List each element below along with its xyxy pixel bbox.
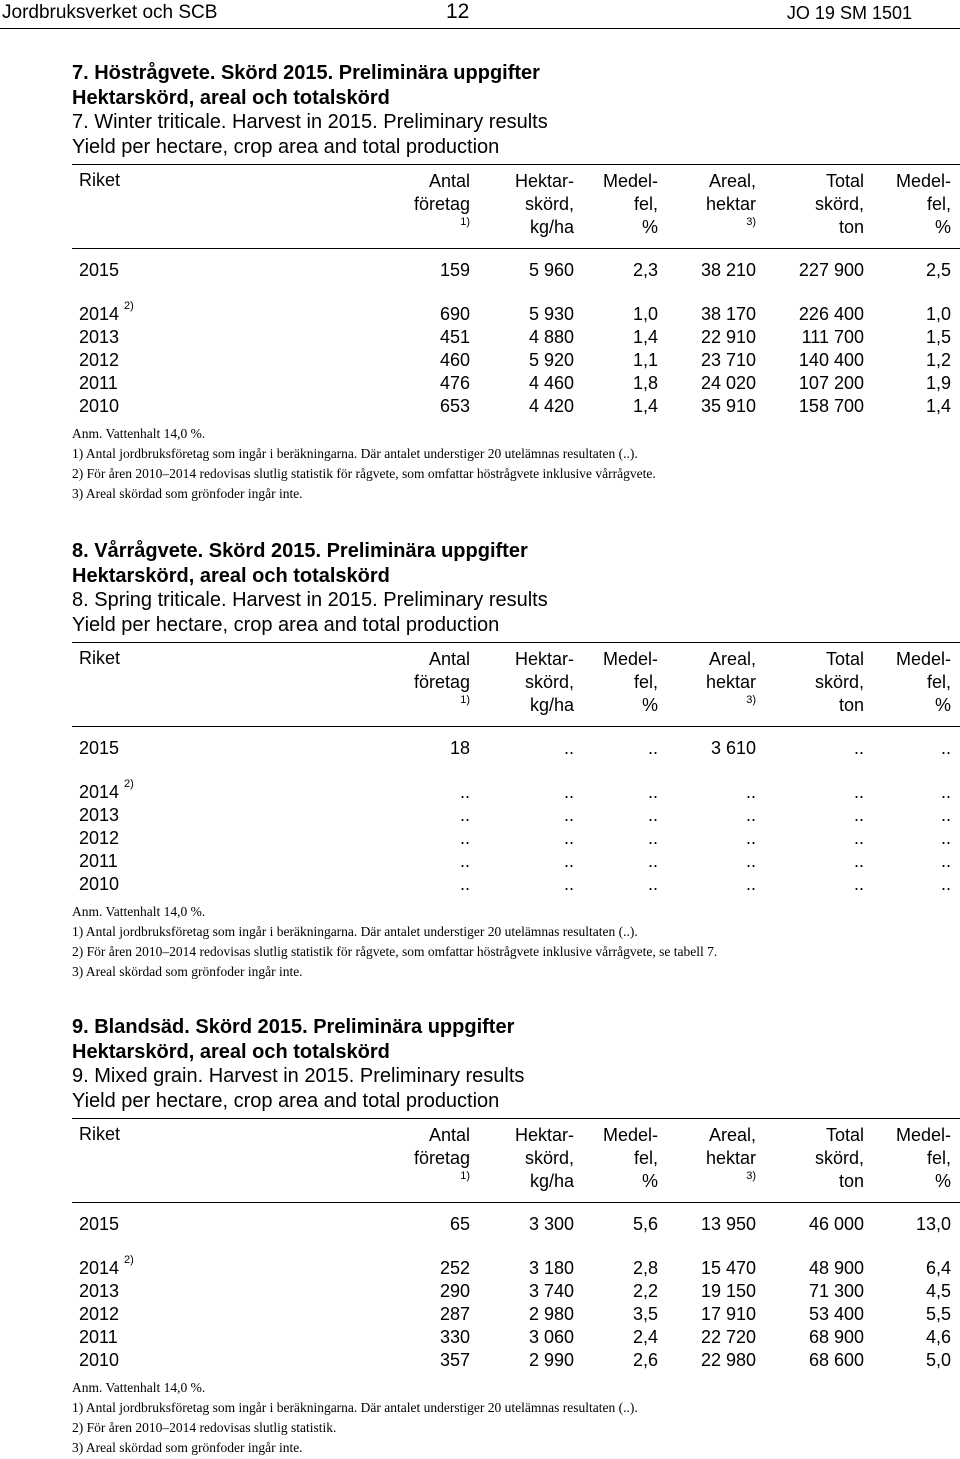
column-header-line: fel, (633, 672, 658, 692)
table-row (0, 396, 960, 419)
cell-antal: .. (459, 782, 470, 802)
column-header-line: skörd, (814, 194, 864, 214)
header-rule (0, 28, 960, 29)
cell-medel2: 5,0 (925, 1350, 951, 1370)
row-year-text: 2011 (79, 1327, 118, 1347)
cell-medel1: .. (647, 738, 658, 758)
footnote: 1) Antal jordbruksföretag som ingår i beräkningarna. Där antalet understiger 20 utelämnas resultaten (..). (72, 446, 638, 461)
cell-areal: 13 950 (700, 1214, 756, 1234)
column-header-medel1 (603, 1124, 658, 1193)
column-header-line: skörd, (814, 1148, 864, 1168)
row-year-text: 2014 (79, 782, 120, 802)
cell-total: 140 400 (798, 350, 864, 370)
cell-antal: 159 (439, 260, 470, 280)
title-sv-1: 7. Höstrågvete. Skörd 2015. Preliminära uppgifter (72, 62, 540, 84)
column-header-riket: Riket (79, 648, 121, 668)
cell-antal: 287 (439, 1304, 470, 1324)
row-year-text: 2012 (79, 350, 120, 370)
row-year-text: 2012 (79, 828, 120, 848)
column-header-line: % (641, 695, 658, 715)
cell-antal: 451 (439, 327, 470, 347)
column-header-total (815, 170, 864, 239)
column-header-medel1 (603, 170, 658, 239)
cell-areal: 19 150 (700, 1281, 756, 1301)
column-header-line: Medel- (895, 1125, 951, 1145)
column-header-line: skörd, (524, 672, 574, 692)
publisher-label: Jordbruksverket och SCB (2, 2, 218, 23)
cell-medel2: 2,5 (925, 260, 951, 280)
cell-total: 46 000 (808, 1214, 864, 1234)
title-en-1: 8. Spring triticale. Harvest in 2015. Preliminary results (72, 589, 548, 611)
column-header-line: skörd, (524, 194, 574, 214)
column-header-line: Areal, (708, 171, 756, 191)
cell-total: 227 900 (798, 260, 864, 280)
column-header-total (815, 648, 864, 717)
column-header-line: hektar (705, 672, 756, 692)
cell-total: 158 700 (798, 396, 864, 416)
cell-hektar: 5 920 (528, 350, 574, 370)
footnote: 3) Areal skördad som grönfoder ingår inte. (72, 964, 303, 979)
cell-medel1: 1,4 (632, 327, 658, 347)
column-header-medel1 (603, 648, 658, 717)
cell-total: .. (853, 738, 864, 758)
column-header-line: Total (825, 171, 864, 191)
title-en-1: 7. Winter triticale. Harvest in 2015. Preliminary results (72, 111, 548, 133)
column-header-line: Hektar- (514, 171, 574, 191)
row-year-text: 2010 (79, 874, 120, 894)
title-sv-1: 8. Vårrågvete. Skörd 2015. Preliminära uppgifter (72, 540, 528, 562)
cell-medel1: 2,8 (632, 1258, 658, 1278)
cell-medel1: 1,8 (632, 373, 658, 393)
title-sv-2: Hektarskörd, areal och totalskörd (72, 1041, 390, 1063)
cell-hektar: .. (563, 874, 574, 894)
column-header-line: Medel- (895, 649, 951, 669)
table-row (0, 1281, 960, 1304)
row-year (79, 300, 134, 325)
column-header-line: Hektar- (514, 1125, 574, 1145)
column-header-line: Medel- (602, 649, 658, 669)
column-header-line: Areal, (708, 1125, 756, 1145)
cell-hektar: .. (563, 782, 574, 802)
cell-medel2: 6,4 (925, 1258, 951, 1278)
table-top-rule (72, 642, 960, 643)
column-header-line: hektar (705, 194, 756, 214)
cell-medel1: 1,0 (632, 304, 658, 324)
cell-medel2: 1,5 (925, 327, 951, 347)
footnote: 3) Areal skördad som grönfoder ingår inte. (72, 486, 303, 501)
column-header-line: Medel- (602, 171, 658, 191)
row-year-text: 2015 (79, 738, 120, 758)
column-header-antal (414, 170, 470, 239)
cell-areal: .. (745, 851, 756, 871)
cell-antal: 65 (449, 1214, 470, 1234)
footnote: 2) För åren 2010–2014 redovisas slutlig statistik för rågvete, som omfattar höstrågvete inklusive vårrågvete. (72, 466, 656, 481)
cell-medel1: .. (647, 874, 658, 894)
column-header-line: företag (413, 672, 470, 692)
cell-medel1: 2,6 (632, 1350, 658, 1370)
table-row (0, 828, 960, 851)
table-row (0, 874, 960, 897)
cell-medel2: .. (940, 851, 951, 871)
row-year (79, 851, 118, 872)
title-sv-1: 9. Blandsäd. Skörd 2015. Preliminära uppgifter (72, 1016, 515, 1038)
column-header-medel2 (896, 648, 951, 717)
column-header-line: Antal (428, 171, 470, 191)
cell-medel2: .. (940, 805, 951, 825)
column-header-total (815, 1124, 864, 1193)
cell-hektar: 4 420 (528, 396, 574, 416)
column-header-medel2 (896, 1124, 951, 1193)
column-header-line: 3) (746, 216, 756, 228)
cell-hektar: .. (563, 828, 574, 848)
cell-areal: 22 980 (700, 1350, 756, 1370)
row-year-text: 2011 (79, 373, 118, 393)
cell-hektar: 3 740 (528, 1281, 574, 1301)
title-en-1: 9. Mixed grain. Harvest in 2015. Preliminary results (72, 1065, 525, 1087)
table-row (0, 260, 960, 283)
cell-medel1: 1,1 (632, 350, 658, 370)
cell-areal: 17 910 (700, 1304, 756, 1324)
cell-total: 68 600 (808, 1350, 864, 1370)
table-top-rule (72, 164, 960, 165)
column-header-line: Medel- (895, 171, 951, 191)
column-header-line: fel, (633, 194, 658, 214)
cell-total: 107 200 (798, 373, 864, 393)
cell-medel2: 1,0 (925, 304, 951, 324)
cell-medel2: .. (940, 738, 951, 758)
row-year (79, 1214, 119, 1235)
cell-medel2: 13,0 (915, 1214, 951, 1234)
column-header-hektar (515, 170, 574, 239)
column-header-line: hektar (705, 1148, 756, 1168)
table-row (0, 738, 960, 761)
cell-antal: 476 (439, 373, 470, 393)
cell-hektar: .. (563, 805, 574, 825)
column-header-line: 1) (460, 694, 470, 706)
cell-areal: 23 710 (700, 350, 756, 370)
cell-areal: .. (745, 828, 756, 848)
row-year-text: 2014 (79, 1258, 120, 1278)
row-year-text: 2010 (79, 396, 120, 416)
column-header-line: fel, (633, 1148, 658, 1168)
row-year-footnote: 2) (124, 1254, 134, 1266)
cell-hektar: 2 990 (528, 1350, 574, 1370)
row-year-footnote: 2) (124, 300, 134, 312)
column-header-areal (706, 170, 756, 239)
title-sv-2: Hektarskörd, areal och totalskörd (72, 565, 390, 587)
cell-medel1: .. (647, 851, 658, 871)
column-header-line: kg/ha (529, 1171, 574, 1191)
column-header-line: Total (825, 649, 864, 669)
cell-hektar: 2 980 (528, 1304, 574, 1324)
row-year-text: 2010 (79, 1350, 120, 1370)
column-header-line: % (641, 217, 658, 237)
cell-hektar: 5 960 (528, 260, 574, 280)
cell-medel2: 1,9 (925, 373, 951, 393)
cell-medel1: .. (647, 805, 658, 825)
row-year-text: 2013 (79, 805, 120, 825)
column-header-line: 3) (746, 694, 756, 706)
cell-total: 53 400 (808, 1304, 864, 1324)
column-header-areal (706, 648, 756, 717)
row-year (79, 1350, 119, 1371)
column-header-riket: Riket (79, 1124, 121, 1144)
column-header-hektar (515, 648, 574, 717)
cell-medel2: 5,5 (925, 1304, 951, 1324)
cell-medel1: .. (647, 782, 658, 802)
row-year (79, 738, 119, 759)
row-year (79, 327, 119, 348)
table-header-rule (72, 726, 960, 727)
column-header-medel2 (896, 170, 951, 239)
column-header-line: % (934, 217, 951, 237)
column-header-line: % (641, 1171, 658, 1191)
row-year-footnote: 2) (124, 778, 134, 790)
cell-hektar: 3 060 (528, 1327, 574, 1347)
title-en-2: Yield per hectare, crop area and total production (72, 136, 500, 158)
cell-medel1: .. (647, 828, 658, 848)
cell-areal: .. (745, 805, 756, 825)
table-row (0, 851, 960, 874)
cell-medel2: .. (940, 782, 951, 802)
cell-areal: 24 020 (700, 373, 756, 393)
cell-antal: .. (459, 851, 470, 871)
column-header-line: Areal, (708, 649, 756, 669)
footnote: 1) Antal jordbruksföretag som ingår i beräkningarna. Där antalet understiger 20 utelämnas resultaten (..). (72, 924, 638, 939)
row-year-text: 2013 (79, 1281, 120, 1301)
page-number: 12 (446, 0, 470, 23)
footnote: 2) För åren 2010–2014 redovisas slutlig statistik för rågvete, som omfattar höstrågvete inklusive vårrågvete, se tabell 7. (72, 944, 718, 959)
row-year (79, 778, 134, 803)
row-year (79, 1304, 119, 1325)
table-header-rule (72, 248, 960, 249)
cell-medel2: .. (940, 828, 951, 848)
footnote: Anm. Vattenhalt 14,0 %. (72, 426, 206, 441)
cell-antal: .. (459, 805, 470, 825)
column-header-antal (414, 1124, 470, 1193)
cell-hektar: .. (563, 851, 574, 871)
row-year-text: 2015 (79, 1214, 120, 1234)
table-row (0, 1214, 960, 1237)
cell-areal: 35 910 (700, 396, 756, 416)
cell-antal: 18 (449, 738, 470, 758)
cell-areal: 38 210 (700, 260, 756, 280)
column-header-line: 1) (460, 1170, 470, 1182)
row-year-text: 2015 (79, 260, 120, 280)
row-year (79, 874, 119, 895)
cell-hektar: 3 300 (528, 1214, 574, 1234)
column-header-line: Hektar- (514, 649, 574, 669)
table-row (0, 1254, 960, 1281)
column-header-areal (706, 1124, 756, 1193)
cell-areal: .. (745, 782, 756, 802)
cell-antal: .. (459, 874, 470, 894)
column-header-line: kg/ha (529, 695, 574, 715)
table-row (0, 778, 960, 805)
cell-medel1: 2,2 (632, 1281, 658, 1301)
cell-areal: 15 470 (700, 1258, 756, 1278)
footnote: Anm. Vattenhalt 14,0 %. (72, 904, 206, 919)
table-header-rule (72, 1202, 960, 1203)
column-header-hektar (515, 1124, 574, 1193)
cell-antal: 252 (439, 1258, 470, 1278)
cell-total: .. (853, 874, 864, 894)
cell-medel1: 1,4 (632, 396, 658, 416)
cell-areal: 38 170 (700, 304, 756, 324)
cell-total: .. (853, 828, 864, 848)
table-row (0, 1327, 960, 1350)
row-year (79, 805, 119, 826)
cell-total: 48 900 (808, 1258, 864, 1278)
title-en-2: Yield per hectare, crop area and total production (72, 1090, 500, 1112)
cell-hektar: 5 930 (528, 304, 574, 324)
cell-medel2: 4,5 (925, 1281, 951, 1301)
cell-areal: 3 610 (710, 738, 756, 758)
column-header-line: Medel- (602, 1125, 658, 1145)
cell-medel2: .. (940, 874, 951, 894)
cell-medel2: 1,4 (925, 396, 951, 416)
cell-hektar: 4 880 (528, 327, 574, 347)
cell-total: 111 700 (801, 327, 864, 347)
series-code: JO 19 SM 1501 (786, 3, 912, 23)
cell-areal: .. (745, 874, 756, 894)
table-row (0, 373, 960, 396)
row-year (79, 373, 118, 394)
cell-medel1: 2,3 (632, 260, 658, 280)
cell-antal: 690 (439, 304, 470, 324)
column-header-line: företag (413, 1148, 470, 1168)
column-header-line: fel, (926, 1148, 951, 1168)
cell-antal: 357 (439, 1350, 470, 1370)
table-row (0, 1350, 960, 1373)
cell-total: 71 300 (808, 1281, 864, 1301)
column-header-line: fel, (926, 194, 951, 214)
row-year (79, 350, 119, 371)
column-header-line: fel, (926, 672, 951, 692)
cell-hektar: 3 180 (528, 1258, 574, 1278)
cell-areal: 22 910 (700, 327, 756, 347)
column-header-line: företag (413, 194, 470, 214)
row-year (79, 396, 119, 417)
footnote: 3) Areal skördad som grönfoder ingår inte. (72, 1440, 303, 1455)
row-year-text: 2013 (79, 327, 120, 347)
row-year (79, 1254, 134, 1279)
title-sv-2: Hektarskörd, areal och totalskörd (72, 87, 390, 109)
cell-medel1: 3,5 (632, 1304, 658, 1324)
column-header-line: ton (838, 1171, 864, 1191)
cell-antal: 460 (439, 350, 470, 370)
row-year (79, 828, 119, 849)
cell-antal: 653 (439, 396, 470, 416)
cell-areal: 22 720 (700, 1327, 756, 1347)
table-row (0, 327, 960, 350)
row-year-text: 2014 (79, 304, 120, 324)
column-header-line: Antal (428, 649, 470, 669)
cell-medel2: 4,6 (925, 1327, 951, 1347)
row-year-text: 2012 (79, 1304, 120, 1324)
row-year (79, 260, 119, 281)
column-header-line: ton (838, 695, 864, 715)
row-year-text: 2011 (79, 851, 118, 871)
footnote: Anm. Vattenhalt 14,0 %. (72, 1380, 206, 1395)
cell-antal: 330 (439, 1327, 470, 1347)
table-row (0, 1304, 960, 1327)
page-header (0, 0, 960, 28)
cell-total: 226 400 (798, 304, 864, 324)
cell-hektar: 4 460 (528, 373, 574, 393)
cell-total: .. (853, 782, 864, 802)
table-top-rule (72, 1118, 960, 1119)
column-header-line: % (934, 1171, 951, 1191)
column-header-line: skörd, (814, 672, 864, 692)
column-header-line: 3) (746, 1170, 756, 1182)
column-header-line: skörd, (524, 1148, 574, 1168)
cell-total: .. (853, 851, 864, 871)
cell-medel1: 2,4 (632, 1327, 658, 1347)
cell-antal: 290 (439, 1281, 470, 1301)
column-header-antal (414, 648, 470, 717)
column-header-line: Antal (428, 1125, 470, 1145)
column-header-line: % (934, 695, 951, 715)
table-row (0, 300, 960, 327)
title-en-2: Yield per hectare, crop area and total production (72, 614, 500, 636)
table-row (0, 805, 960, 828)
column-header-line: ton (838, 217, 864, 237)
cell-hektar: .. (563, 738, 574, 758)
table-row (0, 350, 960, 373)
row-year (79, 1327, 118, 1348)
footnote: 1) Antal jordbruksföretag som ingår i beräkningarna. Där antalet understiger 20 utelämnas resultaten (..). (72, 1400, 638, 1415)
column-header-line: Total (825, 1125, 864, 1145)
cell-antal: .. (459, 828, 470, 848)
footnote: 2) För åren 2010–2014 redovisas slutlig statistik. (72, 1420, 337, 1435)
cell-total: .. (853, 805, 864, 825)
cell-medel2: 1,2 (925, 350, 951, 370)
column-header-line: 1) (460, 216, 470, 228)
column-header-line: kg/ha (529, 217, 574, 237)
cell-total: 68 900 (808, 1327, 864, 1347)
cell-medel1: 5,6 (632, 1214, 658, 1234)
column-header-riket: Riket (79, 170, 121, 190)
row-year (79, 1281, 119, 1302)
